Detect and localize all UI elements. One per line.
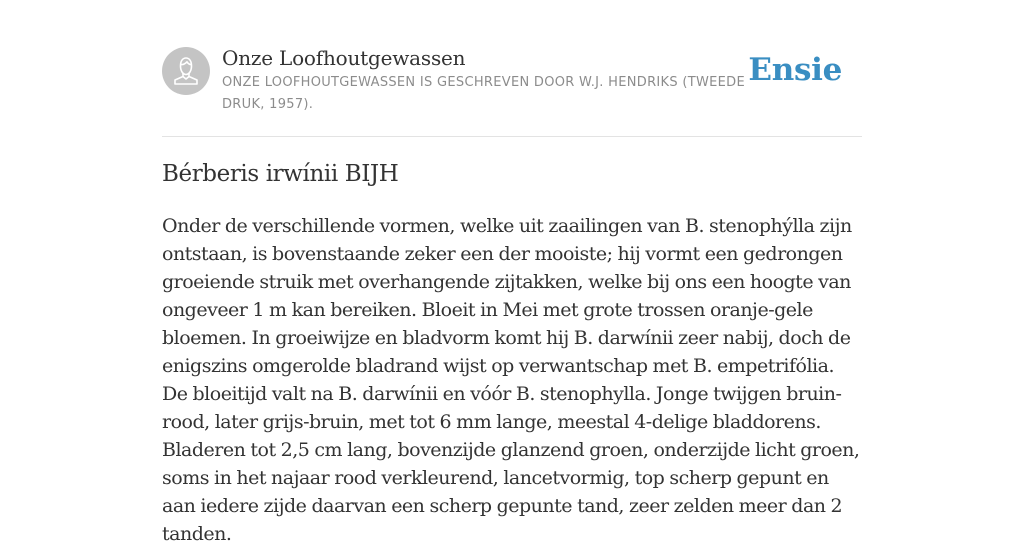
publication-description: ONZE LOOFHOUTGEWASSEN IS GESCHREVEN DOOR W.J. HENDRIKS (TWEEDE DRUK, 1957).	[222, 75, 745, 112]
publication-title[interactable]: Onze Loofhoutgewassen	[222, 46, 466, 70]
ensie-logo[interactable]: Ensie	[748, 52, 842, 88]
article-body: Onder de verschillende vormen, welke uit zaailingen van B. stenophýlla zijn ontstaan, is bovenstaande zeker een der mooiste; hij vormt een gedrongen groeiende struik met overhangende zijtakken, welke bij ons een hoogte van ongeveer 1 m kan bereiken. Bloeit in Mei met grote trossen oranje-gele bloemen. In groeiwijze en bladvorm komt hij B. darwínii zeer nabij, doch de enigszins omgerolde bladrand wijst op verwantschap met B. empetrifólia. De bloeitijd valt na B. darwínii en vóór B. stenophylla. Jonge twijgen bruin-rood, later grijs-bruin, met tot 6 mm lange, meestal 4-delige bladdorens. Bladeren tot 2,5 cm lang, bovenzijde glanzend groen, onderzijde licht groen, soms in het najaar rood verkleurend, lancetvormig, top scherp gepunt en aan iedere zijde daarvan een scherp gepunte tand, zeer zelden meer dan 2 tanden.	[162, 215, 860, 545]
publication-meta	[222, 44, 752, 116]
publication-header	[162, 44, 862, 137]
user-silhouette-icon	[162, 47, 210, 95]
avatar[interactable]	[162, 47, 210, 95]
article-title: Bérberis irwínii BIJH	[162, 161, 399, 187]
